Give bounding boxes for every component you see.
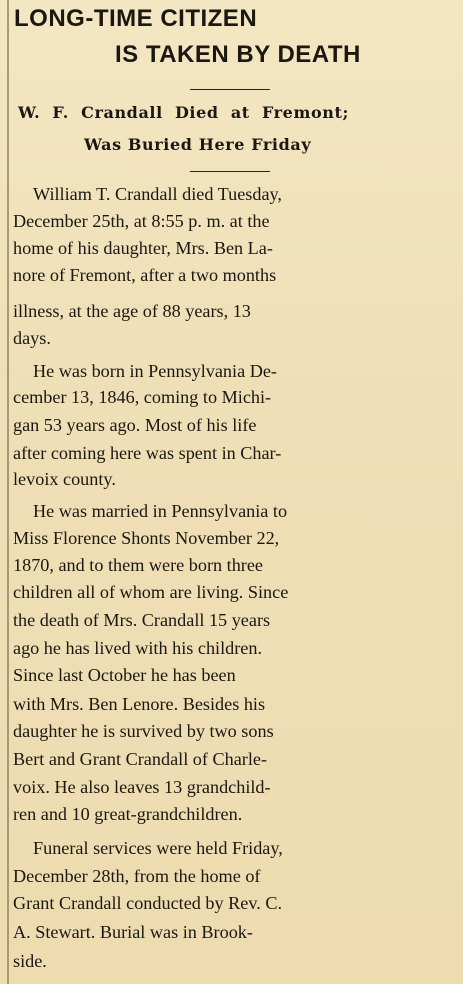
article-line: the death of Mrs. Crandall 15 years [13,610,271,630]
article-line: illness, at the age of 88 years, 13 [13,301,251,321]
article-line: Funeral services were held Friday, [33,838,283,858]
article-line: ren and 10 great-grandchildren. [13,804,243,824]
article-line: days. [13,328,51,348]
article-line: He was born in Pennsylvania De- [33,361,277,381]
article-line: Bert and Grant Crandall of Charle- [13,749,268,769]
article-line: A. Stewart. Burial was in Brook- [13,922,253,942]
headline-line-2: IS TAKEN BY DEATH [115,41,361,68]
article-line: gan 53 years ago. Most of his life [13,415,257,435]
subhead-divider [190,171,270,172]
headline-line-1: LONG-TIME CITIZEN [14,5,258,32]
article-line: side. [13,951,47,971]
article-line: children all of whom are living. Since [13,582,289,602]
article-line: levoix county. [13,469,116,489]
article-line: He was married in Pennsylvania to [33,501,288,521]
article-line: cember 13, 1846, coming to Michi- [13,387,272,407]
article-line: ago he has lived with his children. [13,638,263,658]
headline-divider [190,89,270,90]
subhead-line-2: Was Buried Here Friday [84,135,312,154]
article-line: Miss Florence Shonts November 22, [13,528,280,548]
article-line: William T. Crandall died Tuesday, [33,184,282,204]
column-rule [7,0,9,984]
article-line: home of his daughter, Mrs. Ben La- [13,238,273,258]
article-line: after coming here was spent in Char- [13,443,282,463]
article-line: voix. He also leaves 13 grandchild- [13,777,271,797]
subhead-line-1: W. F. Crandall Died at Fremont; [18,103,349,122]
article-line: December 28th, from the home of [13,866,261,886]
article-line: 1870, and to them were born three [13,555,263,575]
article-line: daughter he is survived by two sons [13,721,274,741]
article-line: December 25th, at 8:55 p. m. at the [13,211,270,231]
article-line: nore of Fremont, after a two months [13,265,277,285]
article-line: Since last October he has been [13,665,236,685]
article-line: with Mrs. Ben Lenore. Besides his [13,694,266,714]
article-line: Grant Crandall conducted by Rev. C. [13,893,283,913]
